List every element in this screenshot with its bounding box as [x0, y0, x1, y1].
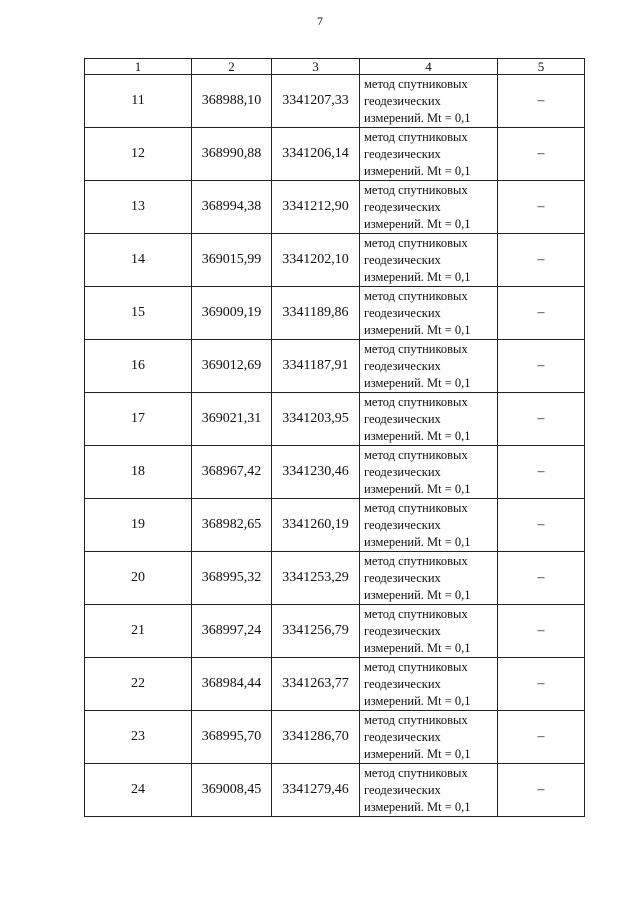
point-number-cell: 16 — [85, 340, 192, 393]
page-number: 7 — [317, 14, 323, 28]
y-coordinate-cell: 3341212,90 — [272, 181, 360, 234]
table-row — [85, 711, 585, 764]
x-coordinate-cell: 368988,10 — [192, 75, 272, 128]
method-cell — [360, 340, 498, 393]
method-line: геодезических — [364, 517, 441, 532]
method-line: измерений. Mt = 0,1 — [364, 746, 471, 761]
method-line: геодезических — [364, 676, 441, 691]
point-number-cell: 24 — [85, 764, 192, 817]
method-line: метод спутниковых — [364, 129, 468, 144]
method-line: измерений. Mt = 0,1 — [364, 322, 471, 337]
y-coordinate-cell: 3341203,95 — [272, 393, 360, 446]
y-coordinate-cell: 3341207,33 — [272, 75, 360, 128]
x-coordinate-cell: 369008,45 — [192, 764, 272, 817]
point-number-cell: 11 — [85, 75, 192, 128]
point-number-cell: 14 — [85, 234, 192, 287]
method-line: метод спутниковых — [364, 182, 468, 197]
x-coordinate-cell: 368994,38 — [192, 181, 272, 234]
header-col-2: 2 — [192, 59, 272, 75]
method-line: метод спутниковых — [364, 712, 468, 727]
table-row — [85, 764, 585, 817]
method-line: метод спутниковых — [364, 341, 468, 356]
header-col-4: 4 — [360, 59, 498, 75]
method-line: метод спутниковых — [364, 606, 468, 621]
column-5-cell: – — [498, 75, 585, 128]
table-row — [85, 658, 585, 711]
method-cell — [360, 393, 498, 446]
x-coordinate-cell: 369015,99 — [192, 234, 272, 287]
method-line: геодезических — [364, 199, 441, 214]
x-coordinate-cell: 368982,65 — [192, 499, 272, 552]
method-line: измерений. Mt = 0,1 — [364, 693, 471, 708]
method-line: измерений. Mt = 0,1 — [364, 375, 471, 390]
method-line: измерений. Mt = 0,1 — [364, 481, 471, 496]
table-row — [85, 340, 585, 393]
method-line: метод спутниковых — [364, 235, 468, 250]
point-number-cell: 15 — [85, 287, 192, 340]
method-line: геодезических — [364, 252, 441, 267]
header-row — [85, 59, 585, 75]
method-line: геодезических — [364, 623, 441, 638]
table-header — [85, 59, 585, 75]
method-line: измерений. Mt = 0,1 — [364, 163, 471, 178]
x-coordinate-cell: 368995,32 — [192, 552, 272, 605]
y-coordinate-cell: 3341230,46 — [272, 446, 360, 499]
method-line: измерений. Mt = 0,1 — [364, 428, 471, 443]
table-row — [85, 128, 585, 181]
table-row — [85, 234, 585, 287]
table-row — [85, 393, 585, 446]
method-cell — [360, 711, 498, 764]
method-line: геодезических — [364, 358, 441, 373]
column-5-cell: – — [498, 552, 585, 605]
table-row — [85, 181, 585, 234]
point-number-cell: 19 — [85, 499, 192, 552]
x-coordinate-cell: 368984,44 — [192, 658, 272, 711]
table-row — [85, 446, 585, 499]
point-number-cell: 21 — [85, 605, 192, 658]
column-5-cell: – — [498, 128, 585, 181]
x-coordinate-cell: 368995,70 — [192, 711, 272, 764]
method-line: геодезических — [364, 93, 441, 108]
method-line: геодезических — [364, 305, 441, 320]
y-coordinate-cell: 3341187,91 — [272, 340, 360, 393]
point-number-cell: 20 — [85, 552, 192, 605]
method-cell — [360, 658, 498, 711]
method-line: метод спутниковых — [364, 76, 468, 91]
x-coordinate-cell: 368990,88 — [192, 128, 272, 181]
column-5-cell: – — [498, 605, 585, 658]
method-line: измерений. Mt = 0,1 — [364, 269, 471, 284]
point-number-cell: 23 — [85, 711, 192, 764]
method-line: метод спутниковых — [364, 765, 468, 780]
method-line: метод спутниковых — [364, 553, 468, 568]
column-5-cell: – — [498, 340, 585, 393]
column-5-cell: – — [498, 764, 585, 817]
method-line: геодезических — [364, 411, 441, 426]
method-cell — [360, 764, 498, 817]
y-coordinate-cell: 3341253,29 — [272, 552, 360, 605]
method-line: измерений. Mt = 0,1 — [364, 799, 471, 814]
point-number-cell: 12 — [85, 128, 192, 181]
column-5-cell: – — [498, 711, 585, 764]
y-coordinate-cell: 3341206,14 — [272, 128, 360, 181]
method-line: геодезических — [364, 729, 441, 744]
table-body — [85, 75, 585, 817]
method-line: метод спутниковых — [364, 500, 468, 515]
column-5-cell: – — [498, 234, 585, 287]
table-row — [85, 552, 585, 605]
point-number-cell: 13 — [85, 181, 192, 234]
x-coordinate-cell: 368997,24 — [192, 605, 272, 658]
table-row — [85, 499, 585, 552]
method-line: измерений. Mt = 0,1 — [364, 534, 471, 549]
table-row — [85, 75, 585, 128]
x-coordinate-cell: 369012,69 — [192, 340, 272, 393]
point-number-cell: 17 — [85, 393, 192, 446]
header-col-3: 3 — [272, 59, 360, 75]
y-coordinate-cell: 3341189,86 — [272, 287, 360, 340]
column-5-cell: – — [498, 446, 585, 499]
column-5-cell: – — [498, 393, 585, 446]
method-cell — [360, 75, 498, 128]
method-line: геодезических — [364, 570, 441, 585]
method-cell — [360, 446, 498, 499]
x-coordinate-cell: 369021,31 — [192, 393, 272, 446]
column-5-cell: – — [498, 658, 585, 711]
method-line: геодезических — [364, 782, 441, 797]
point-number-cell: 22 — [85, 658, 192, 711]
method-cell — [360, 181, 498, 234]
method-line: метод спутниковых — [364, 288, 468, 303]
method-line: метод спутниковых — [364, 394, 468, 409]
method-cell — [360, 605, 498, 658]
point-number-cell: 18 — [85, 446, 192, 499]
method-line: измерений. Mt = 0,1 — [364, 640, 471, 655]
x-coordinate-cell: 368967,42 — [192, 446, 272, 499]
method-line: геодезических — [364, 146, 441, 161]
y-coordinate-cell: 3341256,79 — [272, 605, 360, 658]
method-cell — [360, 128, 498, 181]
header-col-1: 1 — [85, 59, 192, 75]
y-coordinate-cell: 3341260,19 — [272, 499, 360, 552]
method-line: измерений. Mt = 0,1 — [364, 587, 471, 602]
method-line: метод спутниковых — [364, 659, 468, 674]
y-coordinate-cell: 3341286,70 — [272, 711, 360, 764]
y-coordinate-cell: 3341279,46 — [272, 764, 360, 817]
x-coordinate-cell: 369009,19 — [192, 287, 272, 340]
y-coordinate-cell: 3341202,10 — [272, 234, 360, 287]
method-cell — [360, 234, 498, 287]
method-cell — [360, 499, 498, 552]
y-coordinate-cell: 3341263,77 — [272, 658, 360, 711]
table-row — [85, 605, 585, 658]
coordinates-table — [84, 58, 585, 817]
method-line: метод спутниковых — [364, 447, 468, 462]
method-cell — [360, 552, 498, 605]
table-row — [85, 287, 585, 340]
header-col-5: 5 — [498, 59, 585, 75]
method-cell — [360, 287, 498, 340]
method-line: измерений. Mt = 0,1 — [364, 216, 471, 231]
method-line: измерений. Mt = 0,1 — [364, 110, 471, 125]
method-line: геодезических — [364, 464, 441, 479]
column-5-cell: – — [498, 181, 585, 234]
column-5-cell: – — [498, 499, 585, 552]
column-5-cell: – — [498, 287, 585, 340]
